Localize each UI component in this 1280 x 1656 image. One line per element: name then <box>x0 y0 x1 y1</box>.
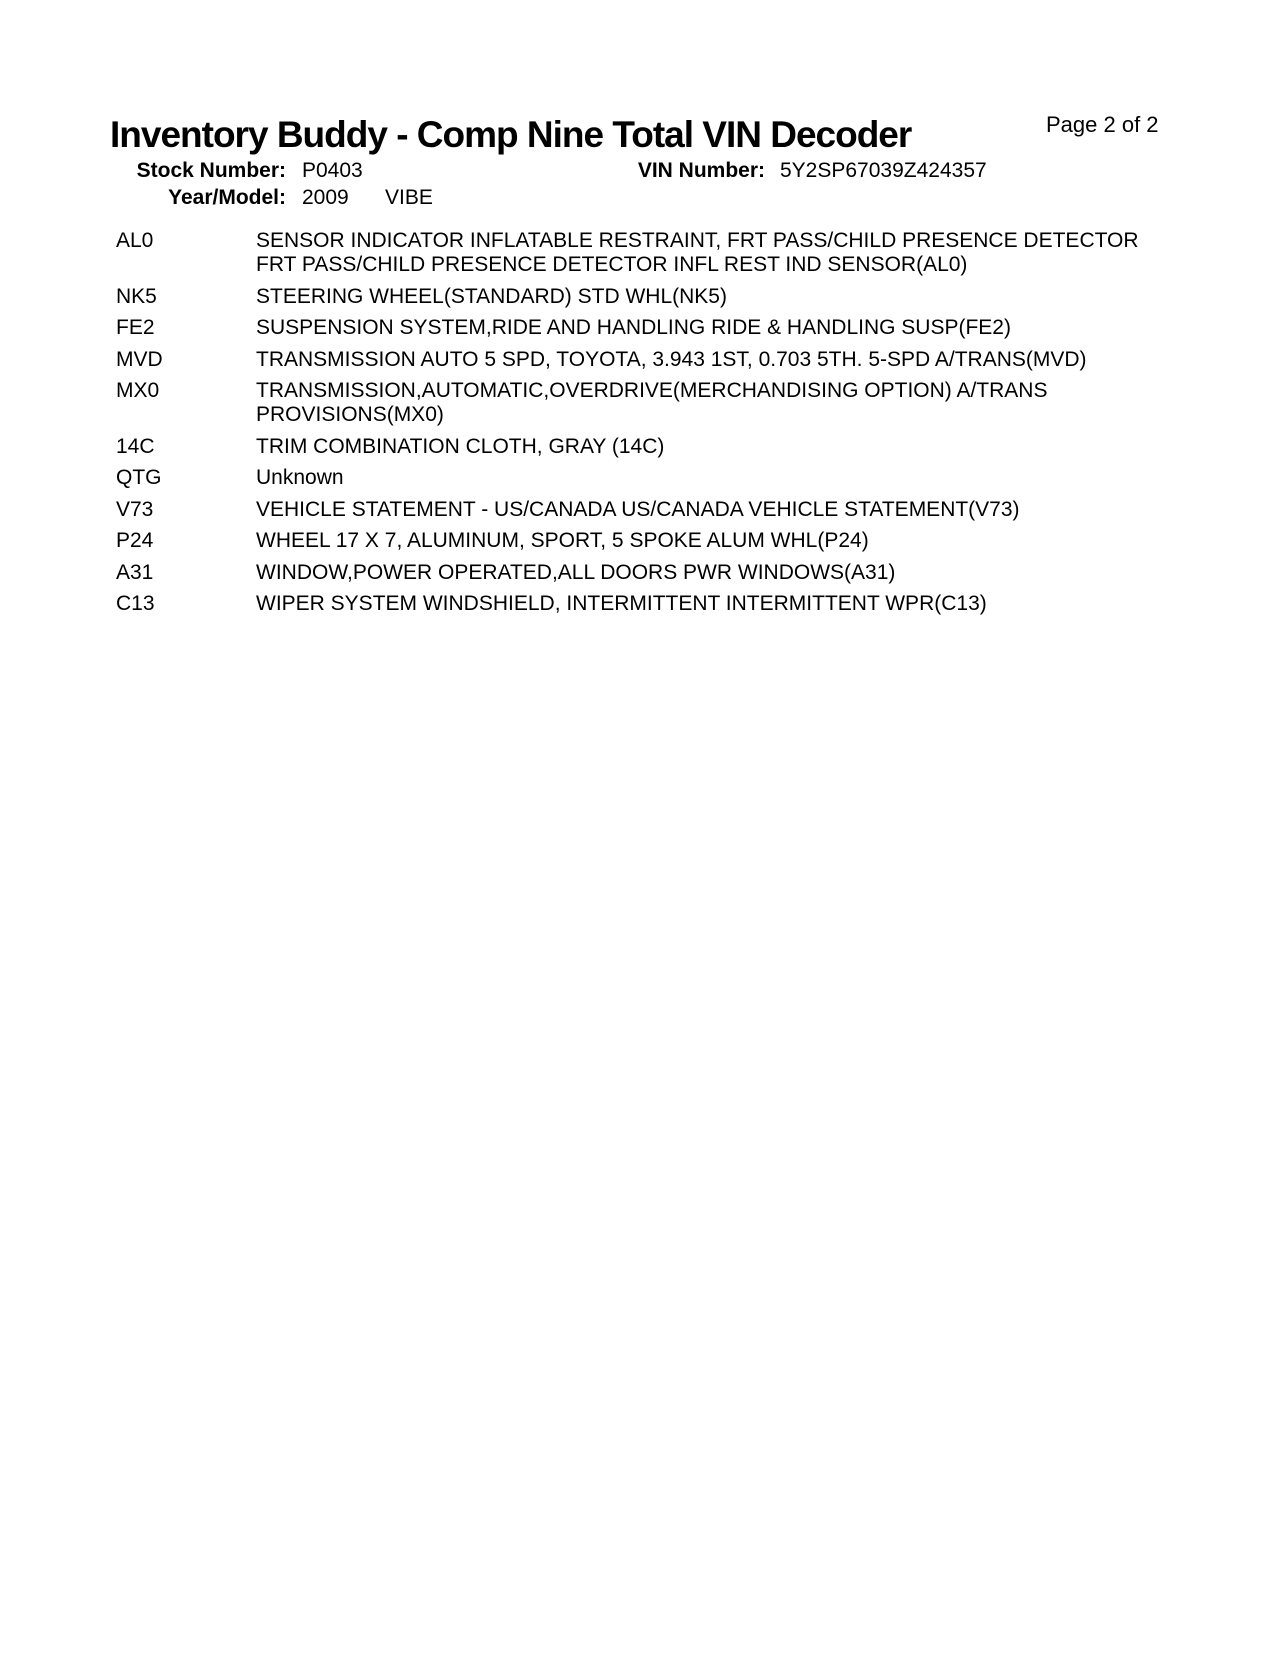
option-code: AL0 <box>116 229 154 252</box>
option-description: WHEEL 17 X 7, ALUMINUM, SPORT, 5 SPOKE ALUM WHL(P24) <box>256 529 869 552</box>
stock-number-label: Stock Number: <box>136 159 286 182</box>
option-code: C13 <box>116 592 155 615</box>
option-row <box>116 498 1176 522</box>
option-row <box>116 592 1176 616</box>
page-indicator: Page 2 of 2 <box>1046 112 1159 137</box>
option-description: SUSPENSION SYSTEM,RIDE AND HANDLING RIDE & HANDLING SUSP(FE2) <box>256 316 1011 339</box>
option-code: A31 <box>116 560 154 584</box>
option-row <box>116 466 1176 490</box>
vin-number-label: VIN Number: <box>637 159 765 182</box>
option-description: VEHICLE STATEMENT - US/CANADA US/CANADA VEHICLE STATEMENT(V73) <box>256 497 1020 521</box>
option-description: TRANSMISSION AUTO 5 SPD, TOYOTA, 3.943 1ST, 0.703 5TH. 5-SPD A/TRANS(MVD) <box>256 347 1087 371</box>
option-description: WIPER SYSTEM WINDSHIELD, INTERMITTENT INTERMITTENT WPR(C13) <box>256 592 987 615</box>
option-code: MVD <box>116 347 163 371</box>
option-row <box>116 348 1176 372</box>
option-row <box>116 229 1176 277</box>
option-code: NK5 <box>116 284 157 308</box>
option-code: 14C <box>116 434 155 458</box>
option-code: QTG <box>116 466 162 489</box>
page-title: Inventory Buddy - Comp Nine Total VIN Decoder <box>110 114 912 155</box>
option-code: P24 <box>116 529 154 552</box>
option-row <box>116 379 1176 427</box>
option-row <box>116 435 1176 459</box>
option-description: SENSOR INDICATOR INFLATABLE RESTRAINT, FRT PASS/CHILD PRESENCE DETECTOR FRT PASS/CHILD PRESENCE DETECTOR INFL REST IND SENSOR(AL0) <box>256 229 1139 276</box>
option-code: MX0 <box>116 379 160 402</box>
option-codes-list <box>116 229 1176 624</box>
year-model-label: Year/Model: <box>168 186 286 209</box>
option-code: FE2 <box>116 316 155 339</box>
option-description: TRIM COMBINATION CLOTH, GRAY (14C) <box>256 434 665 458</box>
option-description: WINDOW,POWER OPERATED,ALL DOORS PWR WINDOWS(A31) <box>256 560 896 584</box>
option-row <box>116 561 1176 585</box>
option-row <box>116 285 1176 309</box>
option-description: TRANSMISSION,AUTOMATIC,OVERDRIVE(MERCHANDISING OPTION) A/TRANS PROVISIONS(MX0) <box>256 379 1048 426</box>
option-code: V73 <box>116 497 154 521</box>
stock-number-value: P0403 <box>302 159 363 182</box>
option-row <box>116 316 1176 340</box>
option-description: Unknown <box>256 466 344 489</box>
vin-number-value: 5Y2SP67039Z424357 <box>780 159 987 182</box>
model-value: VIBE <box>385 186 433 209</box>
option-description: STEERING WHEEL(STANDARD) STD WHL(NK5) <box>256 284 727 308</box>
year-value: 2009 <box>302 186 349 209</box>
option-row <box>116 529 1176 553</box>
